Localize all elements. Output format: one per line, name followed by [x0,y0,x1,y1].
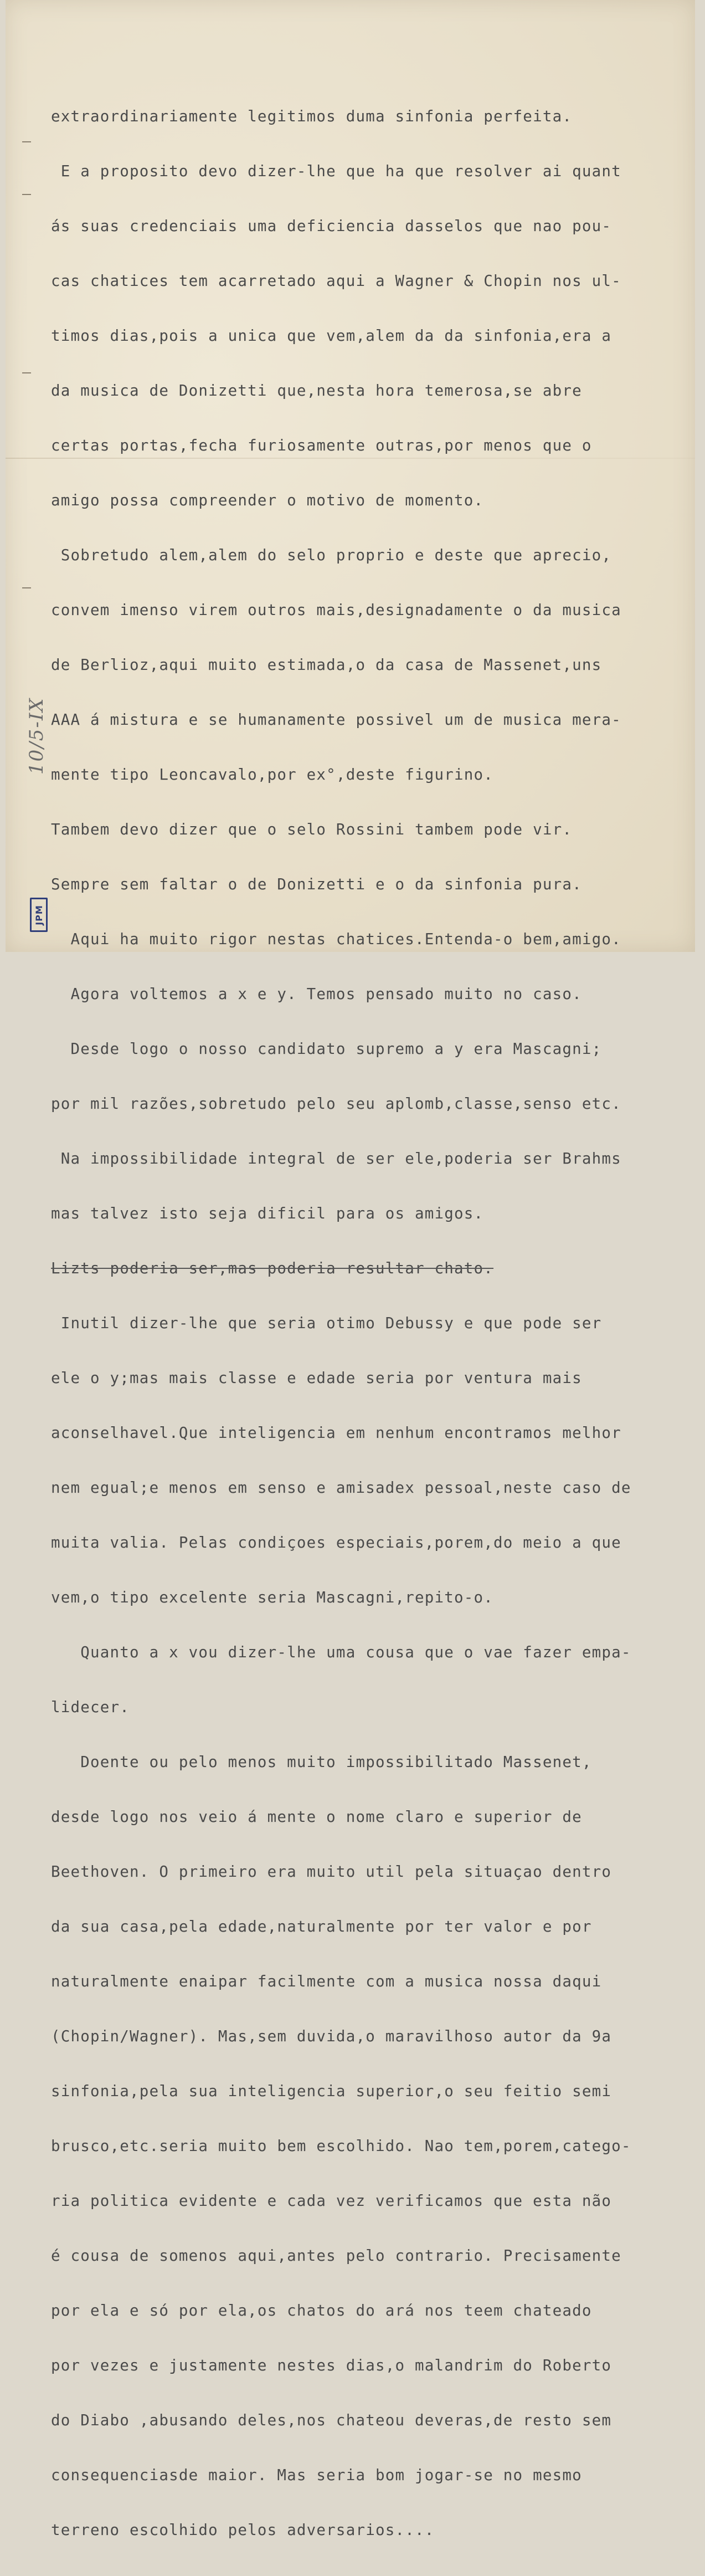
text-line: muita valia. Pelas condiçoes especiais,porem,do meio a que [51,1534,621,1551]
text-line: Inutil dizer-lhe que seria otimo Debussy e que pode ser [51,1314,602,1332]
letter-body [51,71,699,2576]
text-line: convem imenso virem outros mais,designadamente o da musica [51,601,621,619]
text-line: timos dias,pois a unica que vem,alem da da sinfonia,era a [51,327,612,345]
text-line: ás suas credenciais uma deficiencia dasselos que nao pou- [51,217,612,235]
text-line: do Diabo ,abusando deles,nos chateou deveras,de resto sem [51,2411,612,2429]
margin-tick [22,194,31,195]
text-line: Beethoven. O primeiro era muito util pela situaçao dentro [51,1863,612,1881]
text-line: Desde logo o nosso candidato supremo a y era Mascagni; [51,1040,602,1058]
text-line: Quanto a x vou dizer-lhe uma cousa que o vae fazer empa- [51,1643,631,1661]
text-line: naturalmente enaipar facilmente com a musica nossa daqui [51,1973,602,1990]
text-line: sinfonia,pela sua inteligencia superior,o seu feitio semi [51,2082,612,2100]
text-line: E a proposito devo dizer-lhe que ha que resolver ai quant [51,162,621,180]
text-line: por ela e só por ela,os chatos do ará nos teem chateado [51,2302,592,2319]
text-line: Doente ou pelo menos muito impossibilitado Massenet, [51,1753,592,1771]
text-line: é cousa de somenos aqui,antes pelo contrario. Precisamente [51,2247,621,2265]
text-line: aconselhavel.Que inteligencia em nenhum encontramos melhor [51,1424,621,1442]
margin-tick [22,372,31,373]
text-line: terreno escolhido pelos adversarios.... [51,2521,435,2539]
struck-text-line: Lizts poderia ser,mas poderia resultar chato. [51,1259,494,1277]
text-line: ele o y;mas mais classe e edade seria por ventura mais [51,1369,582,1387]
text-line: mente tipo Leoncavalo,por ex°,deste figurino. [51,766,494,783]
text-line: por vezes e justamente nestes dias,o malandrim do Roberto [51,2357,612,2374]
text-line: desde logo nos veio á mente o nome claro e superior de [51,1808,582,1826]
text-line: Tambem devo dizer que o selo Rossini tambem pode vir. [51,821,573,838]
text-line: consequenciasde maior. Mas seria bom jogar-se no mesmo [51,2466,582,2484]
text-line: amigo possa compreender o motivo de momento. [51,491,484,509]
text-line: extraordinariamente legitimos duma sinfonia perfeita. [51,107,573,125]
text-line: da musica de Donizetti que,nesta hora temerosa,se abre [51,382,582,400]
text-line: nem egual;e menos em senso e amisadex pessoal,neste caso de [51,1479,631,1497]
letter-page [6,0,695,2539]
text-line: Sobretudo alem,alem do selo proprio e deste que aprecio, [51,546,612,564]
stamp-label: JPM [33,904,44,925]
margin-tick [22,141,31,142]
text-line: vem,o tipo excelente seria Mascagni,repito-o. [51,1589,494,1606]
text-line: da sua casa,pela edade,naturalmente por ter valor e por [51,1918,592,1935]
text-line: brusco,etc.seria muito bem escolhido. Nao tem,porem,catego- [51,2137,631,2155]
text-line: Agora voltemos a x e y. Temos pensado muito no caso. [51,985,582,1003]
text-line: Na impossibilidade integral de ser ele,poderia ser Brahms [51,1150,621,1167]
text-line: lidecer. [51,1698,130,1716]
text-line: (Chopin/Wagner). Mas,sem duvida,o maravilhoso autor da 9a [51,2027,612,2045]
text-line: por mil razões,sobretudo pelo seu aplomb,classe,senso etc. [51,1095,621,1113]
text-line: Aqui ha muito rigor nestas chatices.Entenda-o bem,amigo. [51,930,621,948]
text-line: mas talvez isto seja dificil para os amigos. [51,1205,484,1222]
archive-stamp [30,898,48,932]
margin-tick [22,587,31,588]
text-line: Sempre sem faltar o de Donizetti e o da sinfonia pura. [51,875,582,893]
handwritten-margin-note: 10/5-IX [25,697,48,775]
text-line: certas portas,fecha furiosamente outras,por menos que o [51,437,592,454]
text-line: cas chatices tem acarretado aqui a Wagner & Chopin nos ul- [51,272,621,290]
text-line: de Berlioz,aqui muito estimada,o da casa de Massenet,uns [51,656,602,674]
text-line: ria politica evidente e cada vez verificamos que esta não [51,2192,612,2210]
text-line: AAA á mistura e se humanamente possivel um de musica mera- [51,711,621,729]
